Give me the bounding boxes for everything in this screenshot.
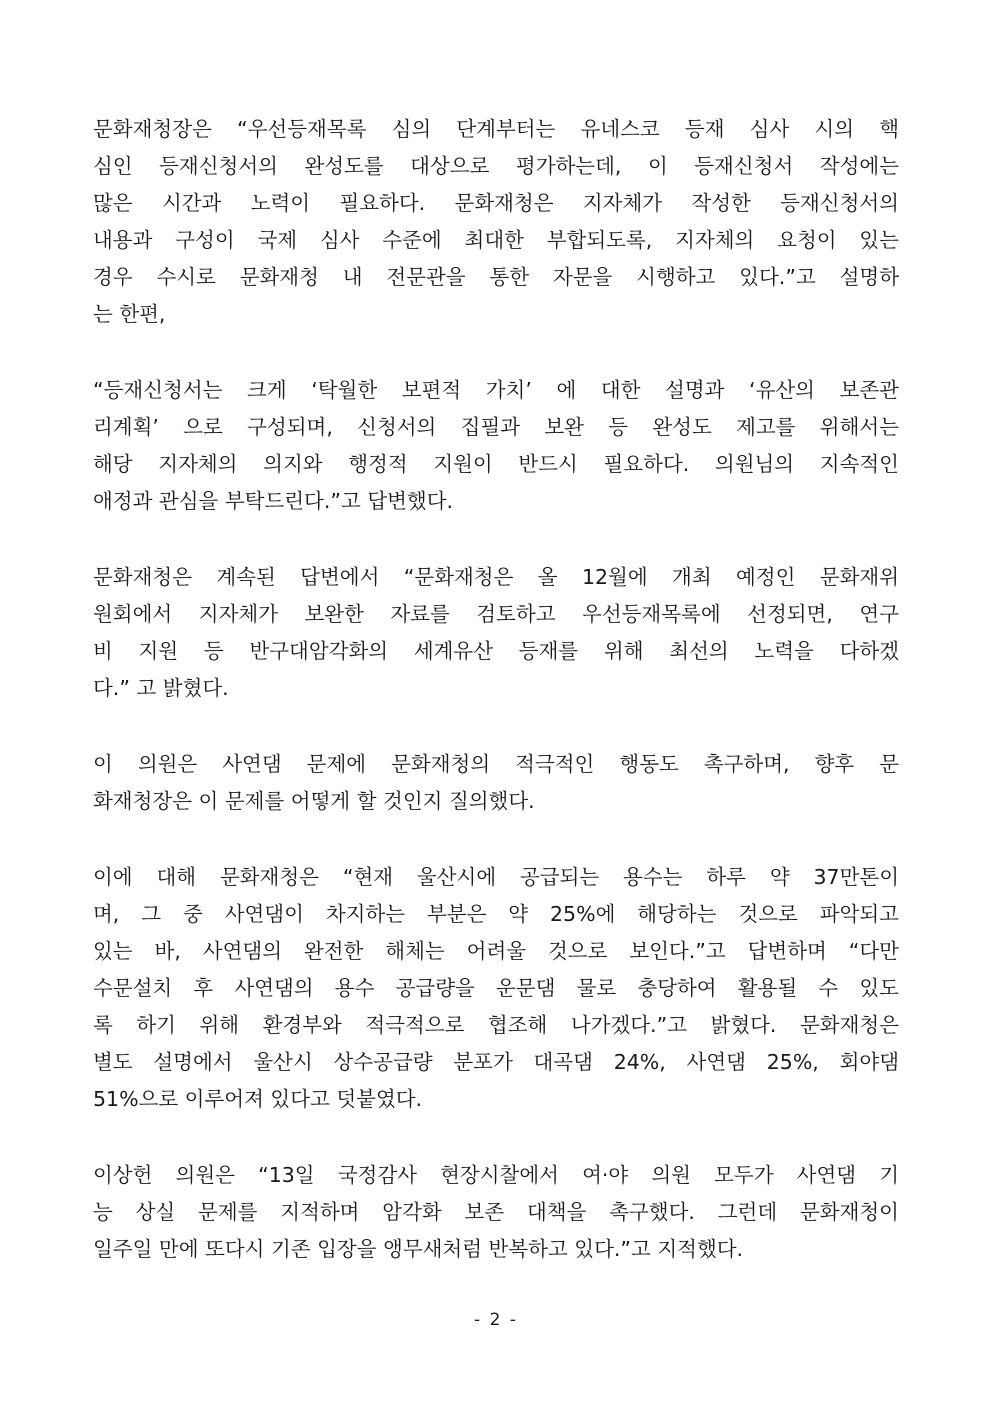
text-line: 심인 등재신청서의 완성도를 대상으로 평가하는데, 이 등재신청서 작성에는 (93, 154, 899, 178)
text-line: 능 상실 문제를 지적하며 암각화 보존 대책을 촉구했다. 그런데 문화재청이 (93, 1200, 899, 1224)
text-line: 리계획’ 으로 구성되며, 신청서의 집필과 보완 등 완성도 제고를 위해서는 (93, 415, 899, 439)
text-line: 문화재청은 계속된 답변에서 “문화재청은 올 12월에 개최 예정인 문화재위 (93, 565, 899, 589)
text-line: 경우 수시로 문화재청 내 전문관을 통한 자문을 시행하고 있다.”고 설명하 (93, 265, 899, 289)
paragraph-water-supply-answer (93, 859, 899, 1118)
text-line: 이상헌 의원은 “13일 국정감사 현장시찰에서 여·야 의원 모두가 사연댐 기 (93, 1163, 899, 1187)
text-line: 51%으로 이루어져 있다고 덧붙였다. (93, 1087, 423, 1111)
text-line: 며, 그 중 사연댐이 차지하는 부분은 약 25%에 해당하는 것으로 파악되고 (93, 902, 899, 926)
paragraph-continued-answer (93, 559, 899, 707)
text-line: 이 의원은 사연댐 문제에 문화재청의 적극적인 행동도 촉구하며, 향후 문 (93, 752, 899, 776)
text-line: 애정과 관심을 부탁드린다.”고 답변했다. (93, 489, 454, 513)
page-number: - 2 - (474, 1310, 518, 1330)
text-line: 일주일 만에 또다시 기존 입장을 앵무새처럼 반복하고 있다.”고 지적했다. (93, 1237, 744, 1261)
text-line: 원회에서 지자체가 보완한 자료를 검토하고 우선등재목록에 선정되면, 연구 (93, 602, 899, 626)
text-line: 다.” 고 밝혔다. (93, 676, 229, 700)
text-line: 비 지원 등 반구대암각화의 세계유산 등재를 위해 최선의 노력을 다하겠 (93, 639, 899, 663)
paragraph-lawmaker-question (93, 746, 899, 820)
text-line: 록 하기 위해 환경부와 적극적으로 협조해 나가겠다.”고 밝혔다. 문화재청은 (93, 1013, 899, 1037)
paragraph-heritage-director-statement (93, 111, 899, 333)
text-line: “등재신청서는 크게 ‘탁월한 보편적 가치’ 에 대한 설명과 ‘유산의 보존관 (93, 378, 899, 402)
text-line: 수문설치 후 사연댐의 용수 공급량을 운문댐 물로 충당하여 활용될 수 있도 (93, 976, 899, 1000)
paragraph-nomination-dossier (93, 372, 899, 520)
text-line: 별도 설명에서 울산시 상수공급량 분포가 대곡댐 24%, 사연댐 25%, 회야댐 (93, 1050, 899, 1074)
text-line: 많은 시간과 노력이 필요하다. 문화재청은 지자체가 작성한 등재신청서의 (93, 191, 899, 215)
text-line: 있는 바, 사연댐의 완전한 해체는 어려울 것으로 보인다.”고 답변하며 “다만 (93, 939, 899, 963)
paragraph-lawmaker-criticism (93, 1157, 899, 1268)
text-line: 해당 지자체의 의지와 행정적 지원이 반드시 필요하다. 의원님의 지속적인 (93, 452, 899, 476)
text-line: 이에 대해 문화재청은 “현재 울산시에 공급되는 용수는 하루 약 37만톤이 (93, 865, 899, 889)
text-line: 내용과 구성이 국제 심사 수준에 최대한 부합되도록, 지자체의 요청이 있는 (93, 228, 899, 252)
text-line: 는 한편, (93, 302, 166, 326)
text-line: 화재청장은 이 문제를 어떻게 할 것인지 질의했다. (93, 789, 535, 813)
text-line: 문화재청장은 “우선등재목록 심의 단계부터는 유네스코 등재 심사 시의 핵 (93, 117, 899, 141)
